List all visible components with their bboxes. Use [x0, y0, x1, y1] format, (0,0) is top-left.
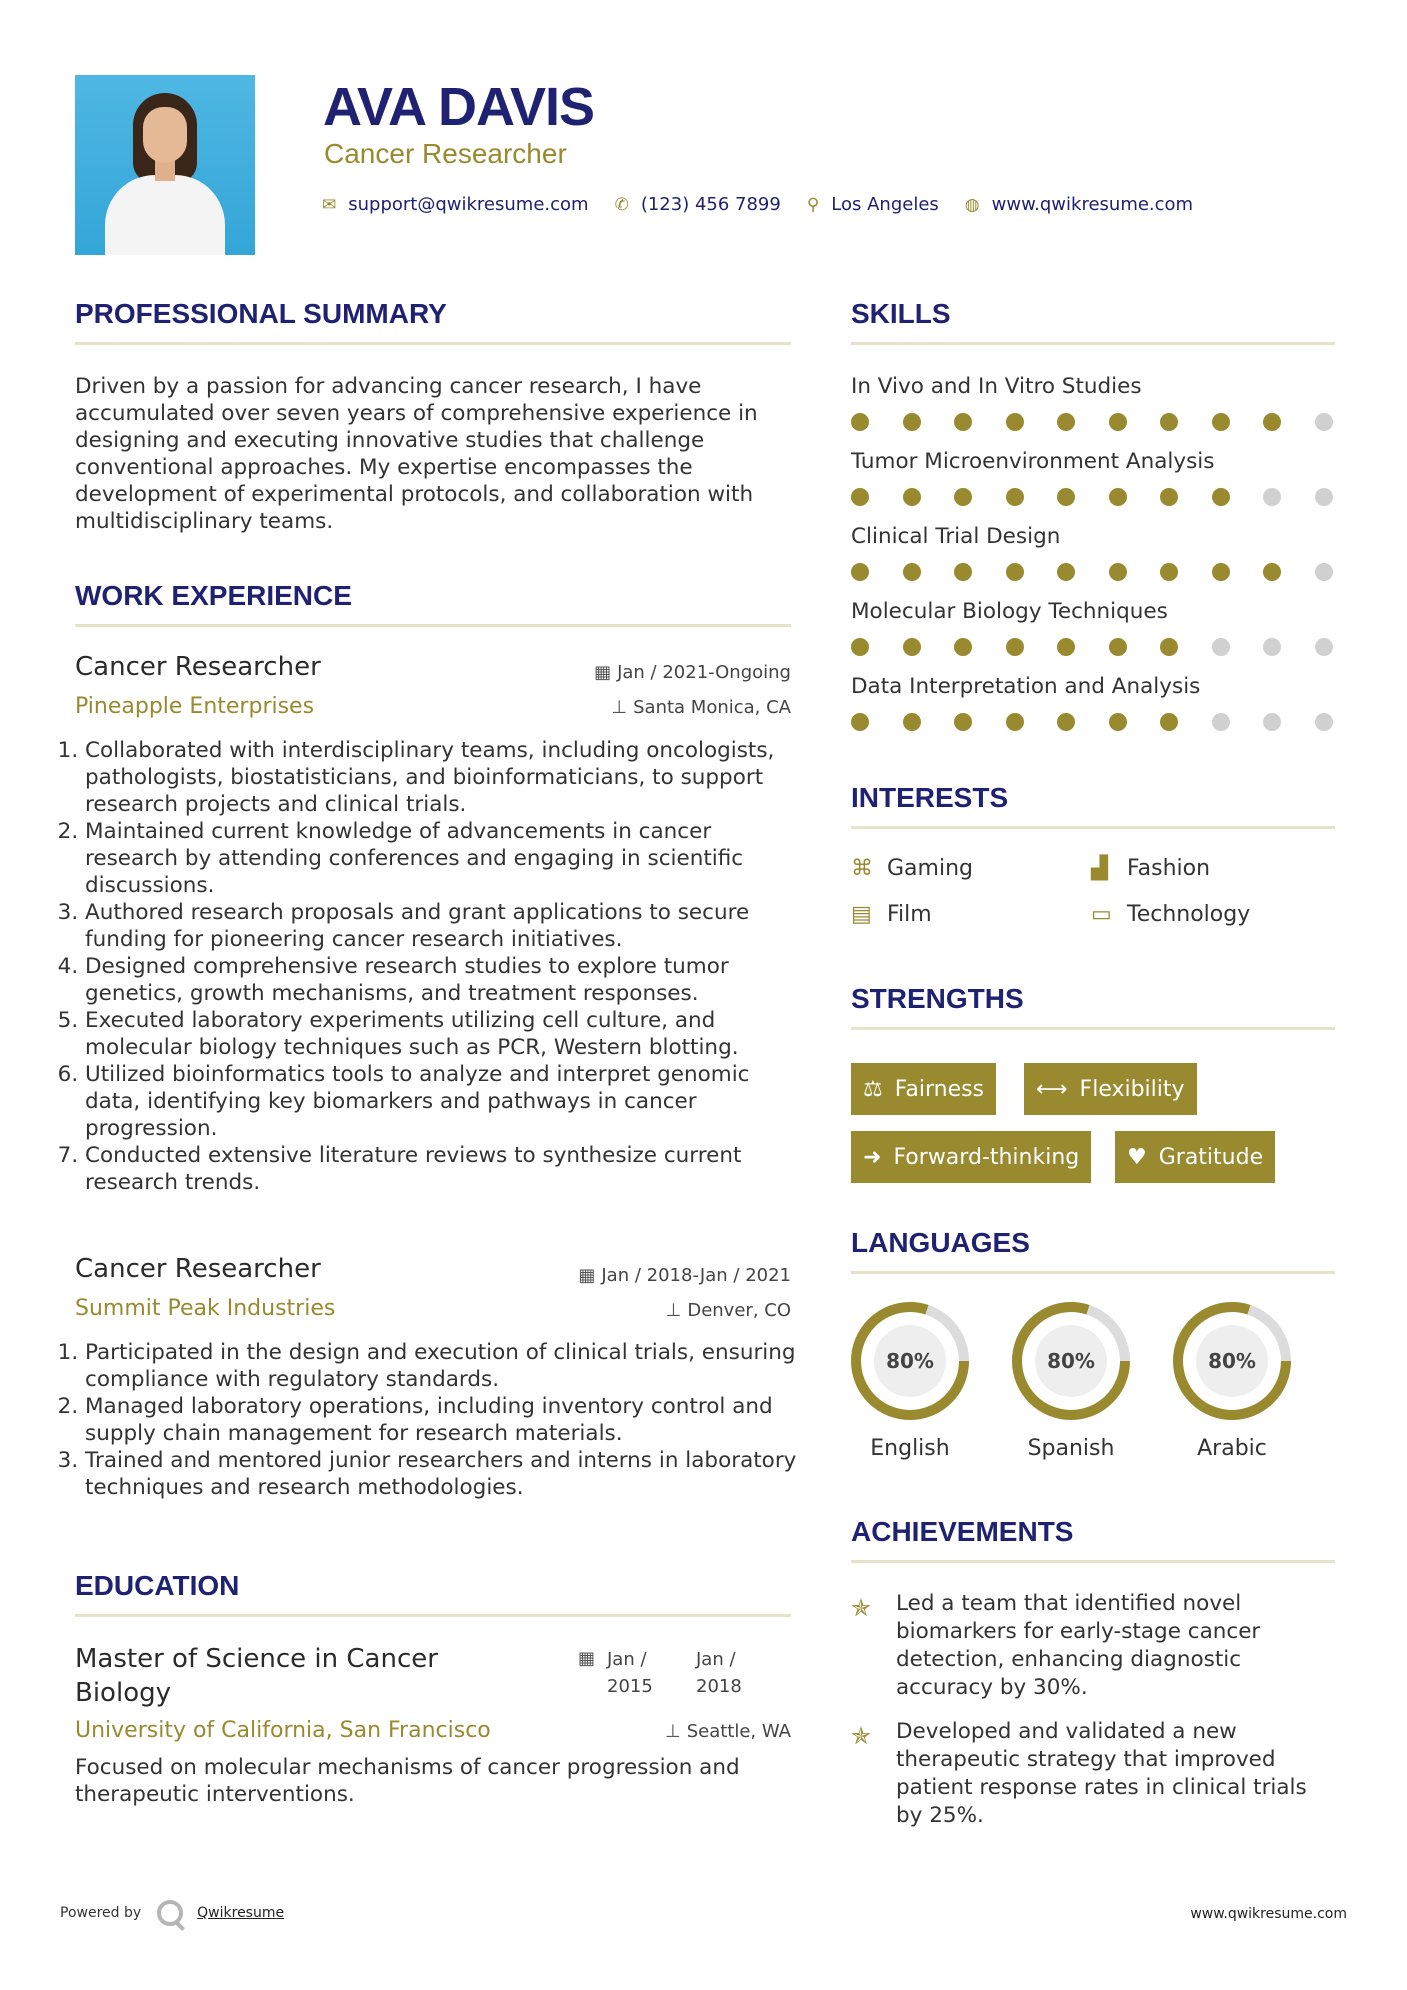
rating-dot-empty: [1315, 488, 1333, 506]
language-ring: [1010, 1300, 1132, 1422]
strength-badge: ⟷ Flexibility: [1024, 1063, 1197, 1115]
map-marker-icon: ⚲: [806, 194, 820, 215]
rating-dot-filled: [1263, 413, 1281, 431]
contact-email[interactable]: support@qwikresume.com: [348, 194, 589, 215]
shopping-bag-icon: ▟: [1091, 856, 1108, 881]
language-ring: [1171, 1300, 1293, 1422]
candidate-role: Cancer Researcher: [324, 138, 567, 169]
rating-dot-filled: [851, 413, 869, 431]
rating-dot-filled: [1057, 563, 1075, 581]
candidate-name: AVA DAVIS: [323, 77, 595, 137]
languages-heading: LANGUAGES: [851, 1227, 1335, 1274]
rating-dot-filled: [1006, 488, 1024, 506]
envelope-icon: ✉: [322, 194, 337, 215]
job-location: ⊥ Denver, CO: [665, 1300, 791, 1321]
rating-dot-empty: [1263, 638, 1281, 656]
footer-site[interactable]: www.qwikresume.com: [1190, 1906, 1347, 1922]
list-item: 3. Trained and mentored junior researchers and interns in laboratory techniques and research methodologies.: [85, 1447, 797, 1501]
language-name: Arabic: [1197, 1436, 1267, 1461]
rating-dot-empty: [1212, 638, 1230, 656]
rating-dot-filled: [1109, 638, 1127, 656]
rating-dot-filled: [1109, 413, 1127, 431]
rating-dot-filled: [1057, 413, 1075, 431]
job-bullets: [67, 1339, 797, 1501]
rating-dot-filled: [1160, 638, 1178, 656]
job-company: Summit Peak Industries: [75, 1296, 336, 1321]
rating-dot-filled: [954, 563, 972, 581]
edu-location: ⊥ Seattle, WA: [665, 1721, 791, 1742]
star-icon: ✯: [851, 1722, 872, 1750]
school-name: University of California, San Francisco: [75, 1718, 491, 1743]
calendar-icon: ▦: [594, 662, 612, 683]
rating-dot-filled: [903, 713, 921, 731]
rating-dot-filled: [954, 488, 972, 506]
list-item: 2. Maintained current knowledge of advancements in cancer research by attending conferences and engaging in scientific discussions.: [85, 818, 797, 899]
arrows-horizontal-icon: ⟷: [1036, 1076, 1068, 1102]
skill-name: Molecular Biology Techniques: [851, 599, 1168, 624]
rating-dot-filled: [1109, 713, 1127, 731]
rating-dot-filled: [851, 638, 869, 656]
rating-dot-filled: [851, 488, 869, 506]
contact-location: Los Angeles: [831, 194, 939, 215]
language-percent: 80%: [886, 1349, 934, 1373]
rating-dot-filled: [1057, 713, 1075, 731]
rating-dot-empty: [1315, 713, 1333, 731]
strength-badge: ➜ Forward-thinking: [851, 1131, 1091, 1183]
star-icon: ✯: [851, 1594, 872, 1622]
rating-dot-filled: [1212, 563, 1230, 581]
summary-text: Driven by a passion for advancing cancer research, I have accumulated over seven years of comprehensive experience in designing and executing innovative studies that challenge conventional approaches. My expertise encompasses the development of experimental protocols, and collaboration with multidisciplinary teams.: [75, 374, 758, 534]
job-location: ⊥ Santa Monica, CA: [611, 697, 791, 718]
pin-icon: ⊥: [665, 1300, 682, 1321]
profile-photo: [75, 75, 255, 255]
rating-dot-filled: [851, 563, 869, 581]
list-item: 6. Utilized bioinformatics tools to analyze and interpret genomic data, identifying key biomarkers and pathways in cancer progression.: [85, 1061, 797, 1142]
pin-icon: ⊥: [665, 1721, 681, 1742]
rating-dot-empty: [1315, 413, 1333, 431]
film-icon: ▤: [851, 902, 872, 927]
edu-description: Focused on molecular mechanisms of cancer progression and therapeutic interventions.: [75, 1755, 740, 1807]
degree-title: Master of Science in Cancer Biology: [75, 1644, 438, 1708]
rating-dot-filled: [954, 713, 972, 731]
balance-scale-icon: ⚖: [863, 1076, 883, 1102]
job-title: Cancer Researcher: [75, 1254, 321, 1284]
skills-heading: SKILLS: [851, 298, 1335, 345]
rating-dot-filled: [1057, 638, 1075, 656]
achievement-item: Developed and validated a new therapeutic strategy that improved patient response rates in clinical trials by 25%.: [896, 1719, 1307, 1828]
rating-dot-filled: [851, 713, 869, 731]
brand-link[interactable]: Qwikresume: [197, 1905, 285, 1921]
rating-dot-filled: [1109, 488, 1127, 506]
qwikresume-logo-icon: [157, 1900, 183, 1926]
contact-phone[interactable]: (123) 456 7899: [640, 194, 781, 215]
rating-dot-filled: [1057, 488, 1075, 506]
globe-icon: ◍: [964, 194, 980, 215]
rating-dot-filled: [1109, 563, 1127, 581]
list-item: 4. Designed comprehensive research studies to explore tumor genetics, growth mechanisms, and treatment responses.: [85, 953, 797, 1007]
language-ring: [849, 1300, 971, 1422]
language-percent: 80%: [1047, 1349, 1095, 1373]
rating-dot-filled: [1006, 563, 1024, 581]
job-title: Cancer Researcher: [75, 652, 321, 682]
skill-rating: [851, 713, 1366, 731]
list-item: 1. Collaborated with interdisciplinary teams, including oncologists, pathologists, biostatisticians, and bioinformaticians, to support research projects and clinical trials.: [85, 737, 797, 818]
rating-dot-filled: [1263, 563, 1281, 581]
rating-dot-filled: [1160, 413, 1178, 431]
rating-dot-filled: [1006, 638, 1024, 656]
interest-item: ▟ Fashion: [1091, 856, 1211, 881]
job-bullets: [67, 737, 797, 1196]
pin-icon: ⊥: [611, 697, 628, 718]
interests-heading: INTERESTS: [851, 782, 1335, 829]
rating-dot-filled: [903, 413, 921, 431]
education-heading: EDUCATION: [75, 1570, 791, 1617]
gamepad-icon: ⌘: [851, 856, 873, 881]
rating-dot-filled: [1160, 713, 1178, 731]
rating-dot-filled: [1160, 563, 1178, 581]
footer-powered-by: [60, 1900, 284, 1926]
rating-dot-filled: [903, 638, 921, 656]
powered-by-text: Powered by: [60, 1905, 142, 1921]
list-item: 7. Conducted extensive literature reviews to synthesize current research trends.: [85, 1142, 797, 1196]
edu-start-date: Jan / 2015: [607, 1649, 653, 1697]
rating-dot-empty: [1315, 563, 1333, 581]
rating-dot-empty: [1263, 713, 1281, 731]
rating-dot-empty: [1315, 638, 1333, 656]
rating-dot-filled: [903, 563, 921, 581]
strength-badge: ⚖ Fairness: [851, 1063, 996, 1115]
interest-item: ▤ Film: [851, 902, 932, 927]
job-dates: ▦ Jan / 2021-Ongoing: [594, 662, 791, 683]
rating-dot-filled: [1212, 413, 1230, 431]
skill-rating: [851, 413, 1366, 431]
rating-dot-filled: [1212, 488, 1230, 506]
calendar-icon: ▦: [578, 1648, 596, 1669]
rating-dot-filled: [954, 413, 972, 431]
phone-icon: ✆: [614, 194, 629, 215]
skill-name: Data Interpretation and Analysis: [851, 674, 1201, 699]
rating-dot-filled: [903, 488, 921, 506]
list-item: 5. Executed laboratory experiments utilizing cell culture, and molecular biology techniques such as PCR, Western blotting.: [85, 1007, 797, 1061]
summary-heading: PROFESSIONAL SUMMARY: [75, 298, 791, 345]
rating-dot-filled: [954, 638, 972, 656]
skill-name: Clinical Trial Design: [851, 524, 1061, 549]
calendar-icon: ▦: [578, 1265, 596, 1286]
list-item: 1. Participated in the design and execution of clinical trials, ensuring compliance with regulatory standards.: [85, 1339, 797, 1393]
contact-website[interactable]: www.qwikresume.com: [991, 194, 1194, 215]
list-item: 2. Managed laboratory operations, including inventory control and supply chain management for research materials.: [85, 1393, 797, 1447]
rating-dot-filled: [1006, 413, 1024, 431]
language-percent: 80%: [1208, 1349, 1256, 1373]
heart-icon: ♥: [1127, 1144, 1147, 1170]
job-company: Pineapple Enterprises: [75, 694, 315, 719]
laptop-icon: ▭: [1091, 902, 1112, 927]
job-dates: ▦ Jan / 2018-Jan / 2021: [578, 1265, 791, 1286]
list-item: 3. Authored research proposals and grant applications to secure funding for pioneering cancer research initiatives.: [85, 899, 797, 953]
arrow-right-icon: ➜: [863, 1144, 882, 1170]
rating-dot-empty: [1263, 488, 1281, 506]
achievements-heading: ACHIEVEMENTS: [851, 1516, 1335, 1563]
strength-badge: ♥ Gratitude: [1115, 1131, 1275, 1183]
skill-rating: [851, 488, 1366, 506]
rating-dot-filled: [1006, 713, 1024, 731]
skill-rating: [851, 563, 1366, 581]
skill-rating: [851, 638, 1366, 656]
strengths-heading: STRENGTHS: [851, 983, 1335, 1030]
language-name: English: [870, 1436, 950, 1461]
interest-item: ⌘ Gaming: [851, 856, 973, 881]
edu-calendar: [578, 1648, 601, 1669]
skill-name: In Vivo and In Vitro Studies: [851, 374, 1142, 399]
edu-end-date: Jan / 2018: [696, 1649, 742, 1697]
work-heading: WORK EXPERIENCE: [75, 580, 791, 627]
language-name: Spanish: [1027, 1436, 1115, 1461]
contact-bar: [322, 194, 1219, 215]
rating-dot-empty: [1212, 713, 1230, 731]
rating-dot-filled: [1160, 488, 1178, 506]
skill-name: Tumor Microenvironment Analysis: [851, 449, 1215, 474]
interest-item: ▭ Technology: [1091, 902, 1251, 927]
achievement-item: Led a team that identified novel biomarkers for early-stage cancer detection, enhancing diagnostic accuracy by 30%.: [896, 1591, 1261, 1700]
